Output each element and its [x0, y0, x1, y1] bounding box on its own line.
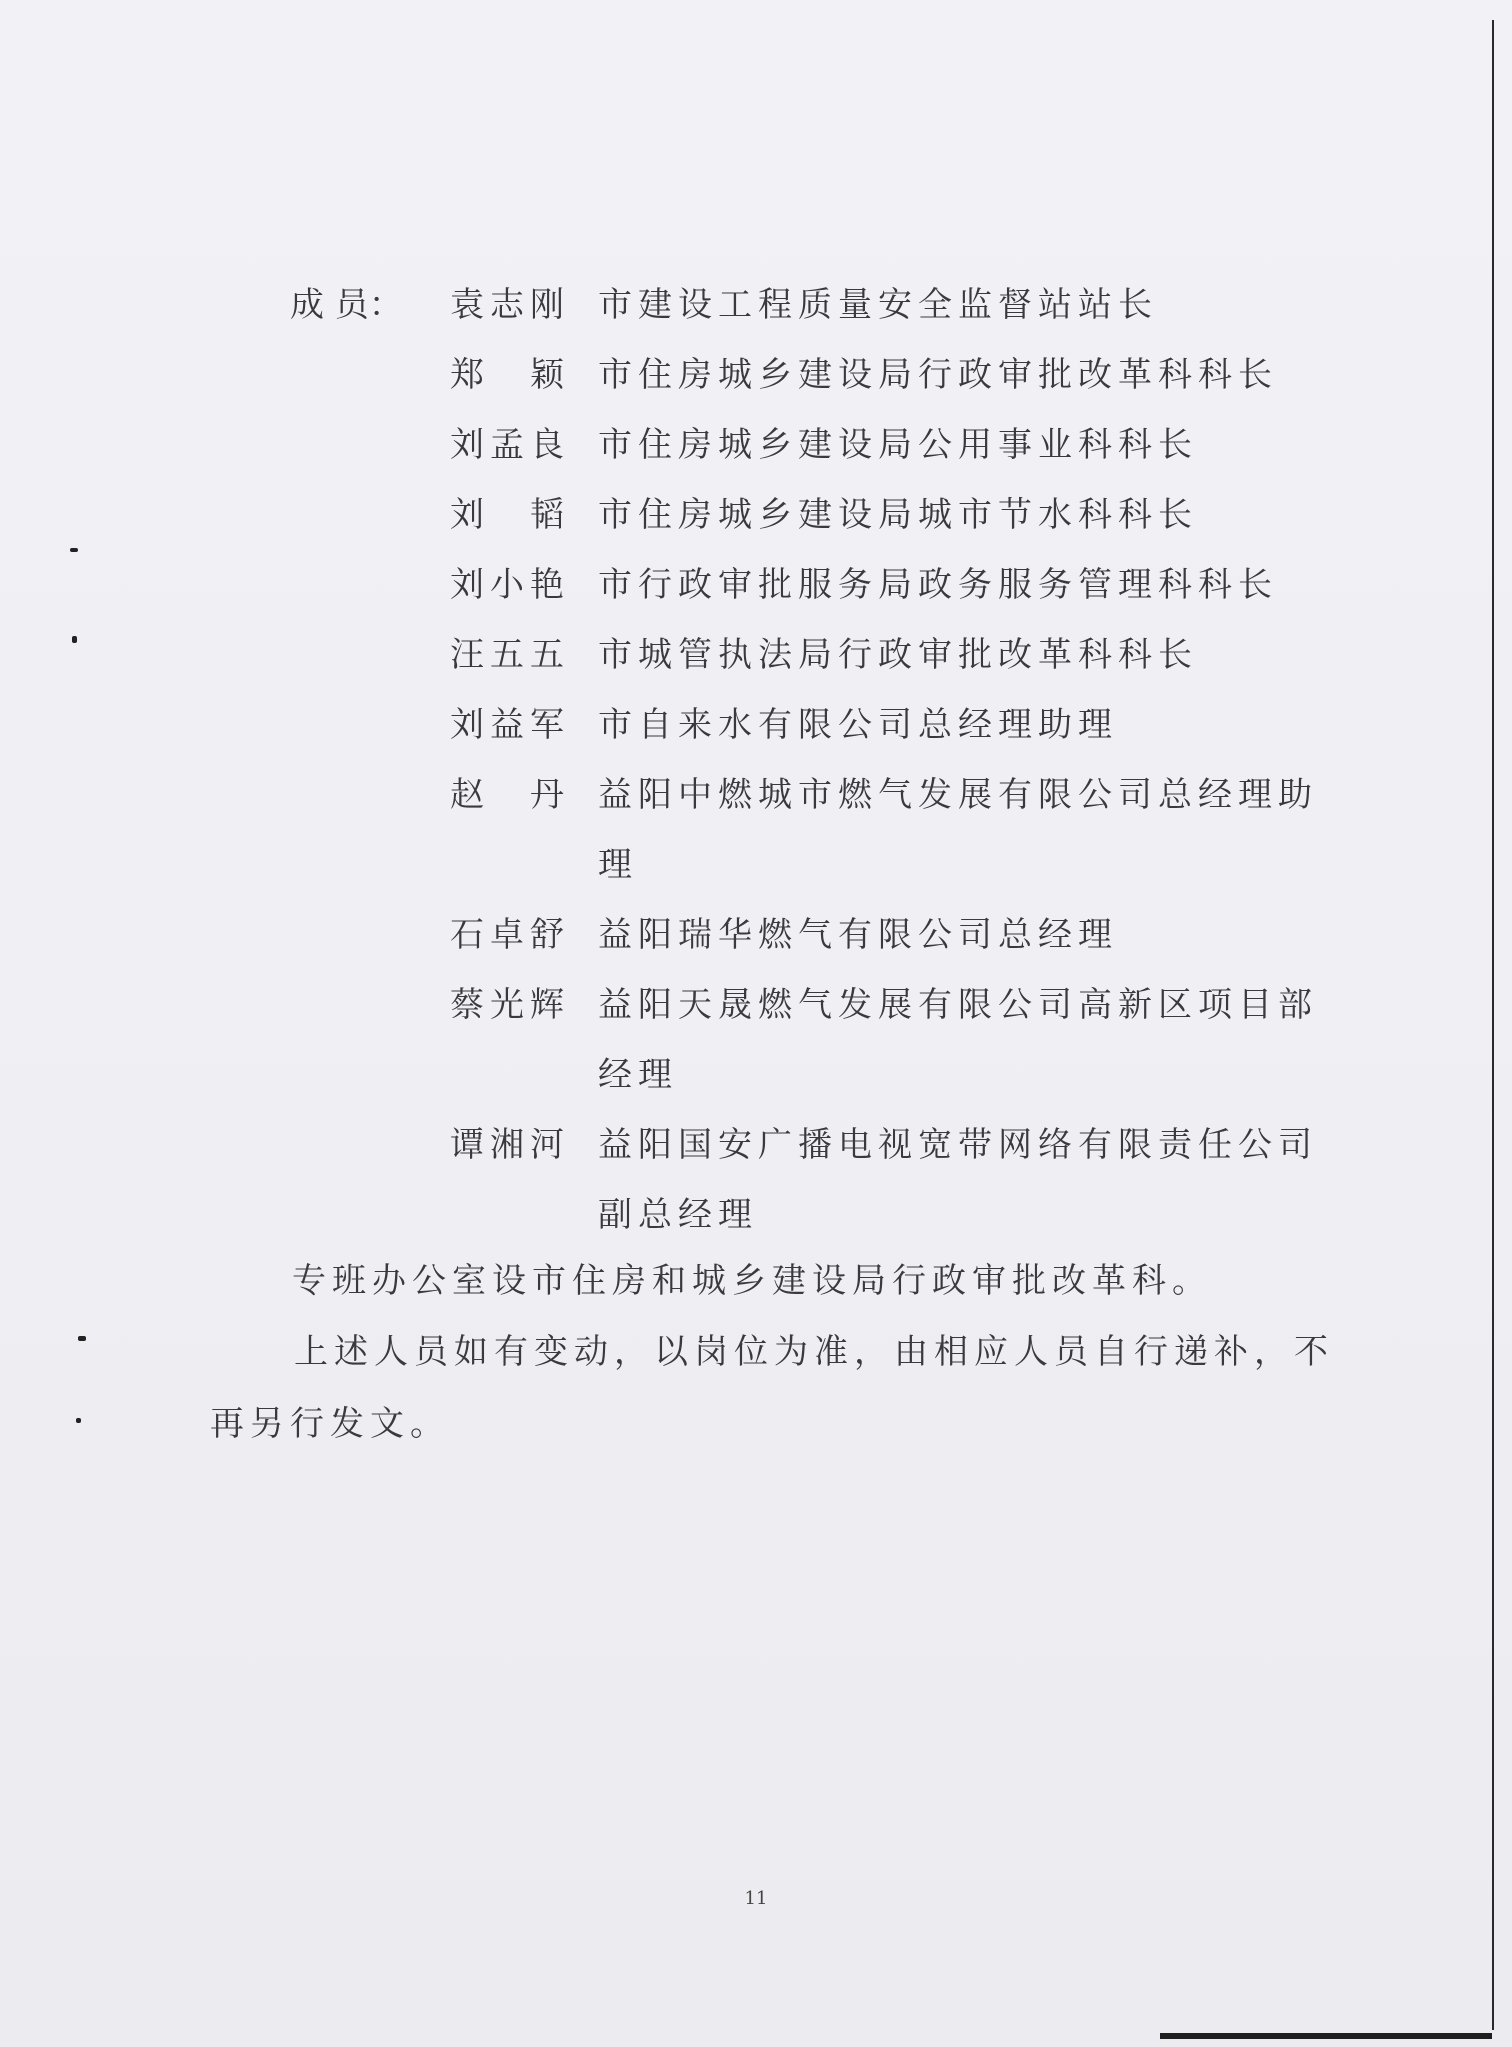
member-row — [290, 900, 1340, 970]
member-row — [290, 410, 1340, 480]
members-label: 成 员： — [290, 285, 403, 325]
member-title: 市城管执法局行政审批改革科科长 — [598, 635, 1198, 675]
scan-speck — [70, 548, 78, 552]
scan-edge-right — [1492, 20, 1494, 2030]
member-title: 市住房城乡建设局城市节水科科长 — [598, 495, 1198, 535]
member-name: 刘韬 — [450, 495, 610, 535]
member-title: 市行政审批服务局政务服务管理科科长 — [598, 565, 1278, 605]
member-row — [290, 270, 1340, 340]
member-row — [290, 760, 1340, 900]
member-row — [290, 340, 1340, 410]
member-row — [290, 620, 1340, 690]
member-name: 石卓舒 — [450, 915, 570, 955]
office-note: 专班办公室设市住房和城乡建设局行政审批改革科。 — [292, 1261, 1212, 1301]
member-title: 市建设工程质量安全监督站站长 — [598, 285, 1158, 325]
member-name: 赵丹 — [450, 775, 610, 815]
member-title: 市住房城乡建设局行政审批改革科科长 — [598, 355, 1278, 395]
scan-edge-bottom — [1160, 2033, 1492, 2039]
member-name: 刘益军 — [450, 705, 570, 745]
member-row — [290, 550, 1340, 620]
member-name: 刘小艳 — [450, 565, 570, 605]
member-title: 益阳天晟燃气发展有限公司高新区项目部经理 — [598, 985, 1318, 1095]
change-note: 上述人员如有变动，以岗位为准，由相应人员自行递补，不再另行发文。 — [210, 1332, 1334, 1444]
member-name: 刘孟良 — [450, 425, 570, 465]
member-row — [290, 480, 1340, 550]
member-title: 益阳瑞华燃气有限公司总经理 — [598, 915, 1118, 955]
member-name: 汪五五 — [450, 635, 570, 675]
member-row — [290, 970, 1340, 1110]
scan-speck — [76, 1418, 81, 1423]
scan-speck — [72, 636, 77, 643]
members-list — [290, 270, 1340, 1250]
member-row — [290, 1110, 1340, 1250]
member-title: 市住房城乡建设局公用事业科科长 — [598, 425, 1198, 465]
member-name: 谭湘河 — [450, 1125, 570, 1165]
member-name: 袁志刚 — [450, 285, 570, 325]
member-name: 蔡光辉 — [450, 985, 570, 1025]
member-name: 郑颖 — [450, 355, 610, 395]
member-title: 益阳国安广播电视宽带网络有限责任公司副总经理 — [598, 1125, 1318, 1235]
scan-speck — [78, 1336, 86, 1341]
page-number: 11 — [744, 1888, 768, 1909]
member-title: 市自来水有限公司总经理助理 — [598, 705, 1118, 745]
member-title: 益阳中燃城市燃气发展有限公司总经理助理 — [598, 775, 1318, 885]
member-row — [290, 690, 1340, 760]
